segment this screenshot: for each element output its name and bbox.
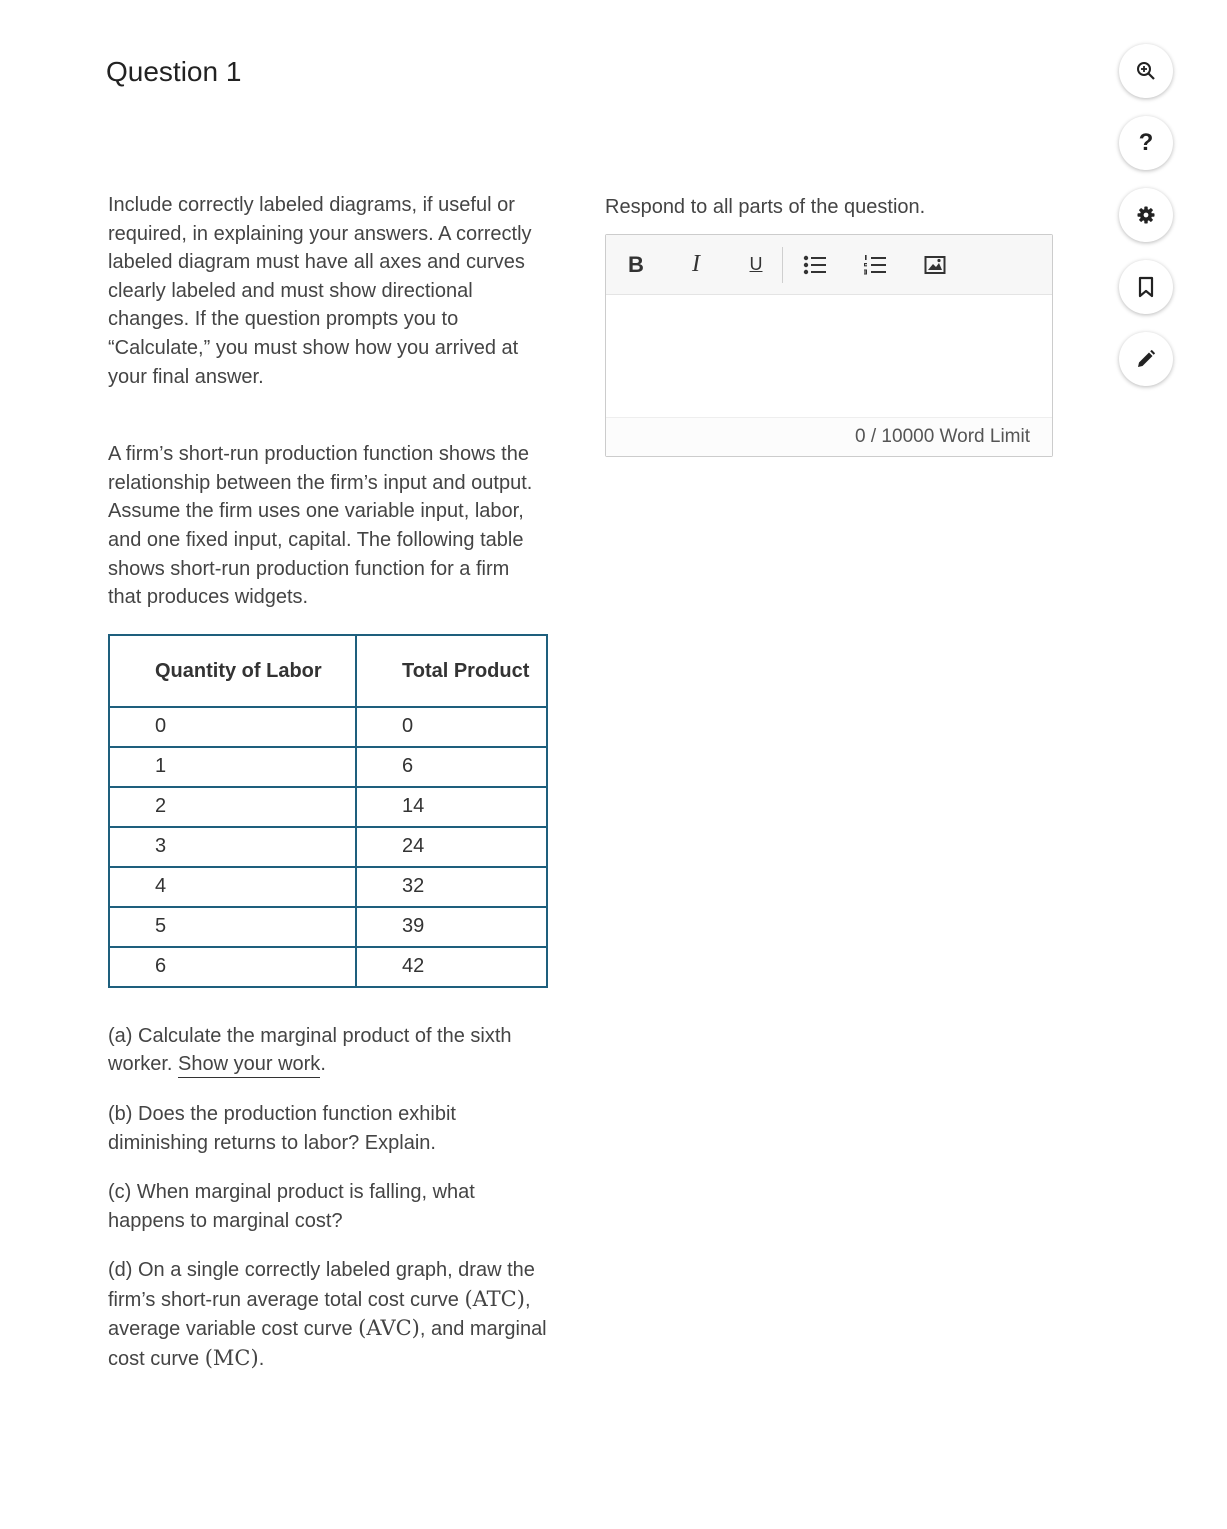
table-cell: 0 <box>109 707 356 747</box>
word-count: 0 / 10000 Word Limit <box>606 417 1052 456</box>
table-cell: 5 <box>109 907 356 947</box>
part-d-lead: (d) On a single correctly labeled graph, draw the firm’s short-run average total cost curve <box>108 1259 535 1311</box>
avc-label: (AVC) <box>358 1316 420 1341</box>
zoom-in-icon <box>1136 61 1156 81</box>
table-cell: 42 <box>356 947 547 987</box>
production-table <box>108 634 548 988</box>
table-cell: 1 <box>109 747 356 787</box>
pencil-icon <box>1136 349 1156 369</box>
part-a-text: (a) Calculate the marginal product of the sixth worker. <box>108 1024 512 1076</box>
underline-button[interactable]: U <box>749 254 763 274</box>
help-button[interactable] <box>1119 116 1173 170</box>
bookmark-icon <box>1137 276 1155 298</box>
table-cell: 32 <box>356 867 547 907</box>
part-d-mid: , average variable cost curve <box>108 1288 531 1341</box>
settings-icon <box>1136 205 1156 225</box>
editor-toolbar <box>606 235 1052 295</box>
toolbar-divider <box>782 247 783 283</box>
header-quantity-of-labor: Quantity of Labor <box>109 635 356 707</box>
table-row <box>109 947 547 987</box>
table-cell: 0 <box>356 707 547 747</box>
table-cell: 24 <box>356 827 547 867</box>
table-row <box>109 867 547 907</box>
part-d-end: . <box>258 1348 265 1371</box>
mc-label: (MC) <box>204 1346 259 1371</box>
table-header-row <box>109 635 547 707</box>
atc-label: (ATC) <box>464 1286 525 1311</box>
table-row <box>109 907 547 947</box>
part-d-mid2: , and marginal cost curve <box>108 1318 547 1371</box>
side-toolbar <box>1119 44 1175 404</box>
table-cell: 4 <box>109 867 356 907</box>
table-cell: 14 <box>356 787 547 827</box>
part-c: (c) When marginal product is falling, what happens to marginal cost? <box>108 1181 475 1232</box>
table-row <box>109 707 547 747</box>
bold-button[interactable]: B <box>628 251 644 277</box>
table-cell: 2 <box>109 787 356 827</box>
part-b: (b) Does the production function exhibit diminishing returns to labor? Explain. <box>108 1102 456 1154</box>
italic-button[interactable]: I <box>692 251 700 277</box>
response-panel <box>605 196 1053 457</box>
show-your-work-emphasis: Show your work <box>178 1053 320 1078</box>
help-icon: ? <box>1138 129 1154 156</box>
insert-image-button[interactable] <box>915 247 955 283</box>
numbered-list-button[interactable] <box>855 247 895 283</box>
bookmark-button[interactable] <box>1119 260 1173 314</box>
rich-text-editor <box>605 234 1053 457</box>
response-text-area[interactable] <box>606 295 1052 417</box>
table-cell: 6 <box>356 747 547 787</box>
annotate-button[interactable] <box>1119 332 1173 386</box>
part-a-end: . <box>320 1053 326 1076</box>
page-title: Question 1 <box>106 56 242 87</box>
table-row <box>109 747 547 787</box>
instructions-paragraph: Include correctly labeled diagrams, if useful or required, in explaining your answers. A correctly labeled diagram must have all axes and curves clearly labeled and must show directional changes. If the question prompts you to “Calculate,” you must show how you arrived at your final answer. <box>108 194 532 388</box>
bulleted-list-icon <box>803 254 827 276</box>
context-paragraph: A firm’s short-run production function shows the relationship between the firm’s input and output. Assume the firm uses one variable input, labor, and one fixed input, capital. The following table shows short-run production function for a firm that produces widgets. <box>108 443 533 609</box>
table-cell: 3 <box>109 827 356 867</box>
zoom-button[interactable] <box>1119 44 1173 98</box>
numbered-list-icon <box>863 254 887 276</box>
bulleted-list-button[interactable] <box>795 247 835 283</box>
header-total-product: Total Product <box>356 635 547 707</box>
table-cell: 39 <box>356 907 547 947</box>
table-row <box>109 787 547 827</box>
part-a <box>108 1022 548 1079</box>
part-d <box>108 1256 548 1373</box>
table-row <box>109 827 547 867</box>
settings-button[interactable] <box>1119 188 1173 242</box>
table-cell: 6 <box>109 947 356 987</box>
image-icon <box>924 255 946 275</box>
response-instruction: Respond to all parts of the question. <box>605 196 926 218</box>
question-content <box>108 191 548 1395</box>
